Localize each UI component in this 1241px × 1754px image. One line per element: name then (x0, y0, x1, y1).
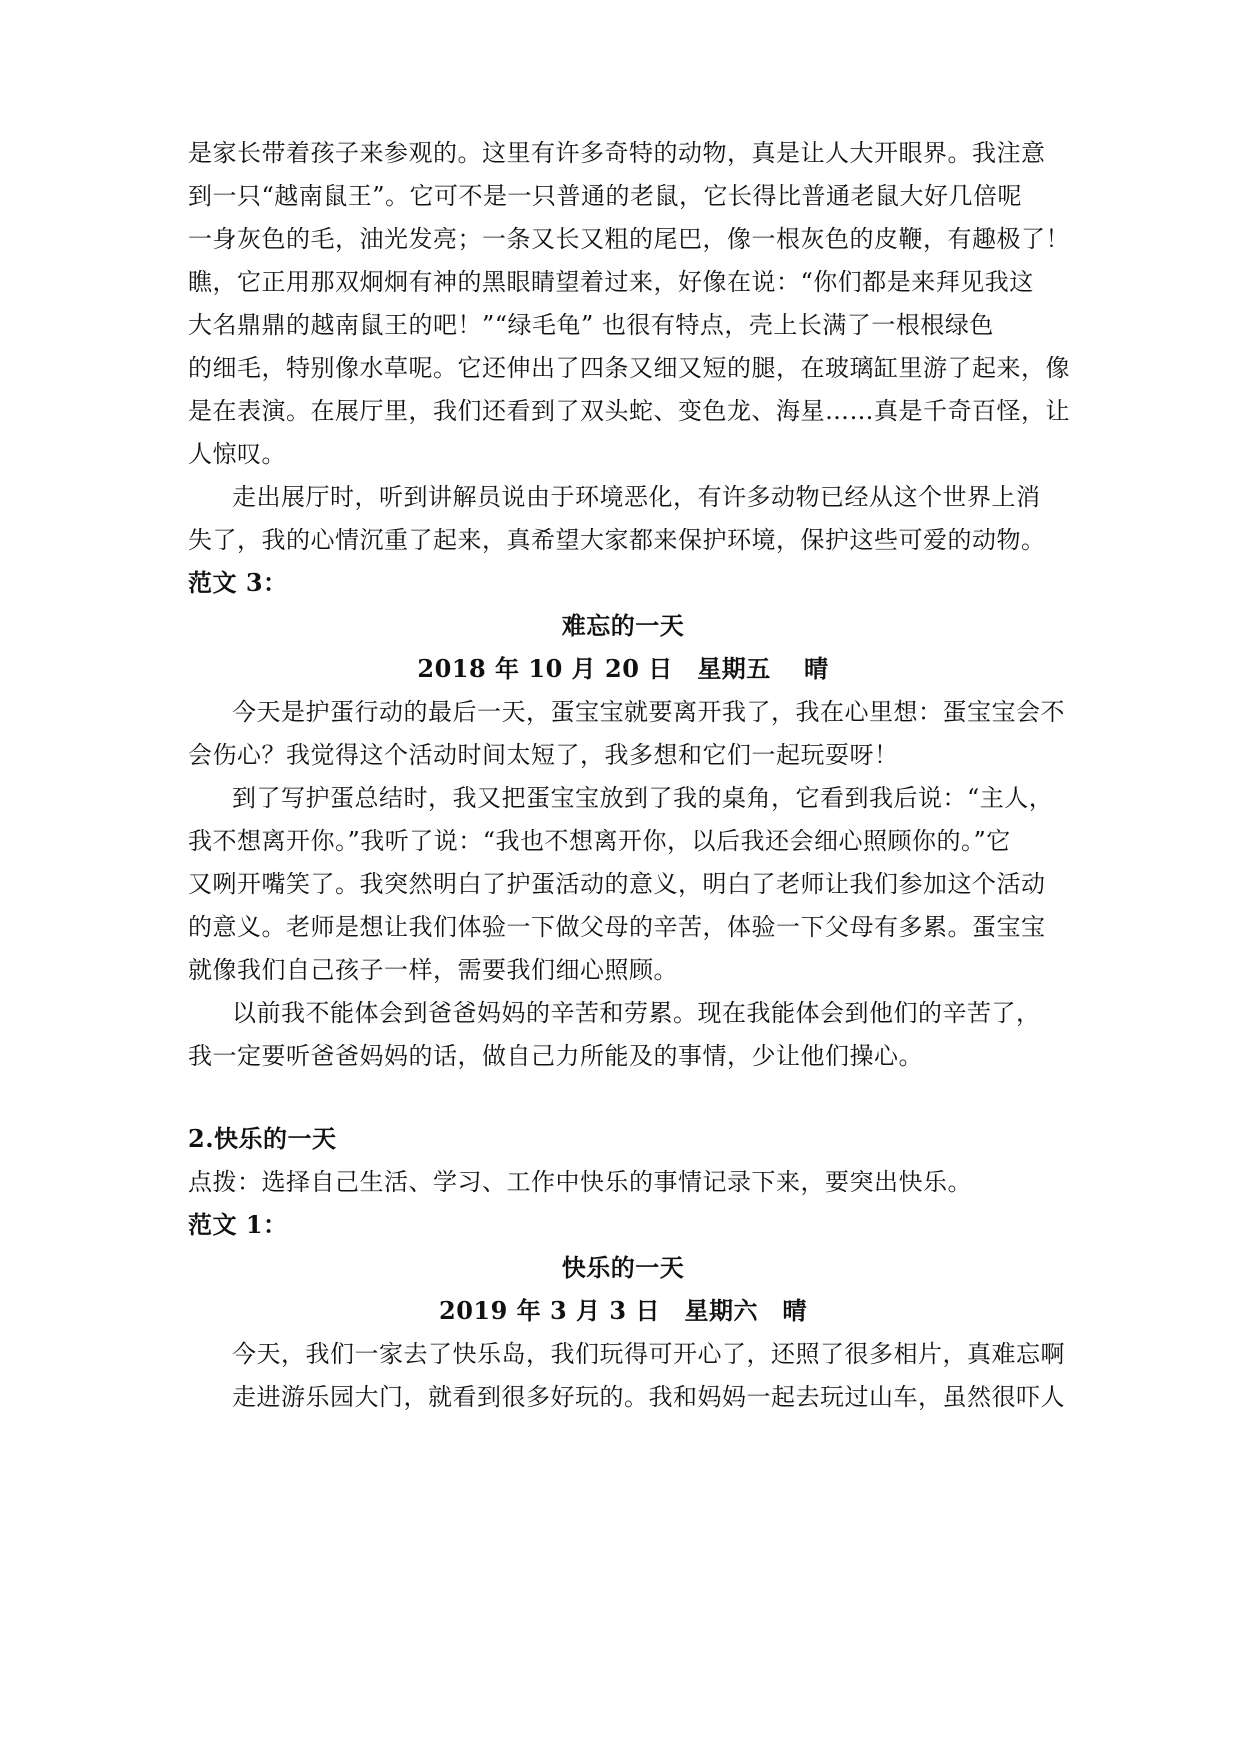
paragraph-line: 失了，我的心情沉重了起来，真希望大家都来保护环境，保护这些可爱的动物。 (188, 526, 1046, 554)
paragraph-line: 的意义。老师是想让我们体验一下做父母的辛苦，体验一下父母有多累。蛋宝宝 (188, 913, 1046, 941)
essay-date: 2018 年 10 月 20 日 星期五 晴 (417, 654, 829, 683)
paragraph-line: 的细毛，特别像水草呢。它还伸出了四条又细又短的腿，在玻璃缸里游了起来，像 (188, 354, 1070, 382)
paragraph-line: 以前我不能体会到爸爸妈妈的辛苦和劳累。现在我能体会到他们的辛苦了， (232, 999, 1041, 1027)
paragraph-line: 大名鼎鼎的越南鼠王的吧！”“绿毛龟” 也很有特点，壳上长满了一根根绿色 (188, 311, 994, 339)
paragraph-line: 一身灰色的毛，油光发亮；一条又长又粗的尾巴，像一根灰色的皮鞭，有趣极了！ (188, 225, 1070, 253)
section-heading: 2.快乐的一天 (188, 1124, 337, 1153)
paragraph-line: 我不想离开你。”我听了说：“我也不想离开你，以后我还会细心照顾你的。”它 (188, 827, 1011, 855)
paragraph-line: 我一定要听爸爸妈妈的话，做自己力所能及的事情，少让他们操心。 (188, 1042, 923, 1070)
paragraph-line: 又咧开嘴笑了。我突然明白了护蛋活动的意义，明白了老师让我们参加这个活动 (188, 870, 1046, 898)
essay-date: 2019 年 3 月 3 日 星期六 晴 (439, 1296, 807, 1325)
paragraph-line: 是家长带着孩子来参观的。这里有许多奇特的动物，真是让人大开眼界。我注意 (188, 139, 1046, 167)
paragraph-line: 走进游乐园大门，就看到很多好玩的。我和妈妈一起去玩过山车，虽然很吓人 (232, 1383, 1065, 1411)
paragraph-line: 到一只“越南鼠王”。它可不是一只普通的老鼠，它长得比普通老鼠大好几倍呢 (188, 182, 1023, 210)
paragraph-line: 会伤心？我觉得这个活动时间太短了，我多想和它们一起玩耍呀！ (188, 741, 899, 769)
paragraph-line: 瞧，它正用那双炯炯有神的黑眼睛望着过来，好像在说：“你们都是来拜见我这 (188, 268, 1034, 296)
example-label: 范文 3： (188, 568, 288, 597)
paragraph-line: 今天是护蛋行动的最后一天，蛋宝宝就要离开我了，我在心里想：蛋宝宝会不 (232, 698, 1065, 726)
paragraph-line: 走出展厅时，听到讲解员说由于环境恶化，有许多动物已经从这个世界上消 (232, 483, 1041, 511)
paragraph-line: 就像我们自己孩子一样，需要我们细心照顾。 (188, 956, 678, 984)
essay-title: 难忘的一天 (561, 611, 685, 640)
paragraph-line: 到了写护蛋总结时，我又把蛋宝宝放到了我的桌角，它看到我后说：“主人， (232, 784, 1054, 812)
paragraph-line: 今天，我们一家去了快乐岛，我们玩得可开心了，还照了很多相片，真难忘啊 (232, 1340, 1065, 1368)
essay-title: 快乐的一天 (561, 1253, 685, 1282)
example-label: 范文 1： (188, 1210, 288, 1239)
paragraph-line: 人惊叹。 (188, 440, 286, 468)
paragraph-line: 是在表演。在展厅里，我们还看到了双头蛇、变色龙、海星……真是千奇百怪，让 (188, 397, 1070, 425)
hint-text: 点拨：选择自己生活、学习、工作中快乐的事情记录下来，要突出快乐。 (188, 1168, 972, 1196)
